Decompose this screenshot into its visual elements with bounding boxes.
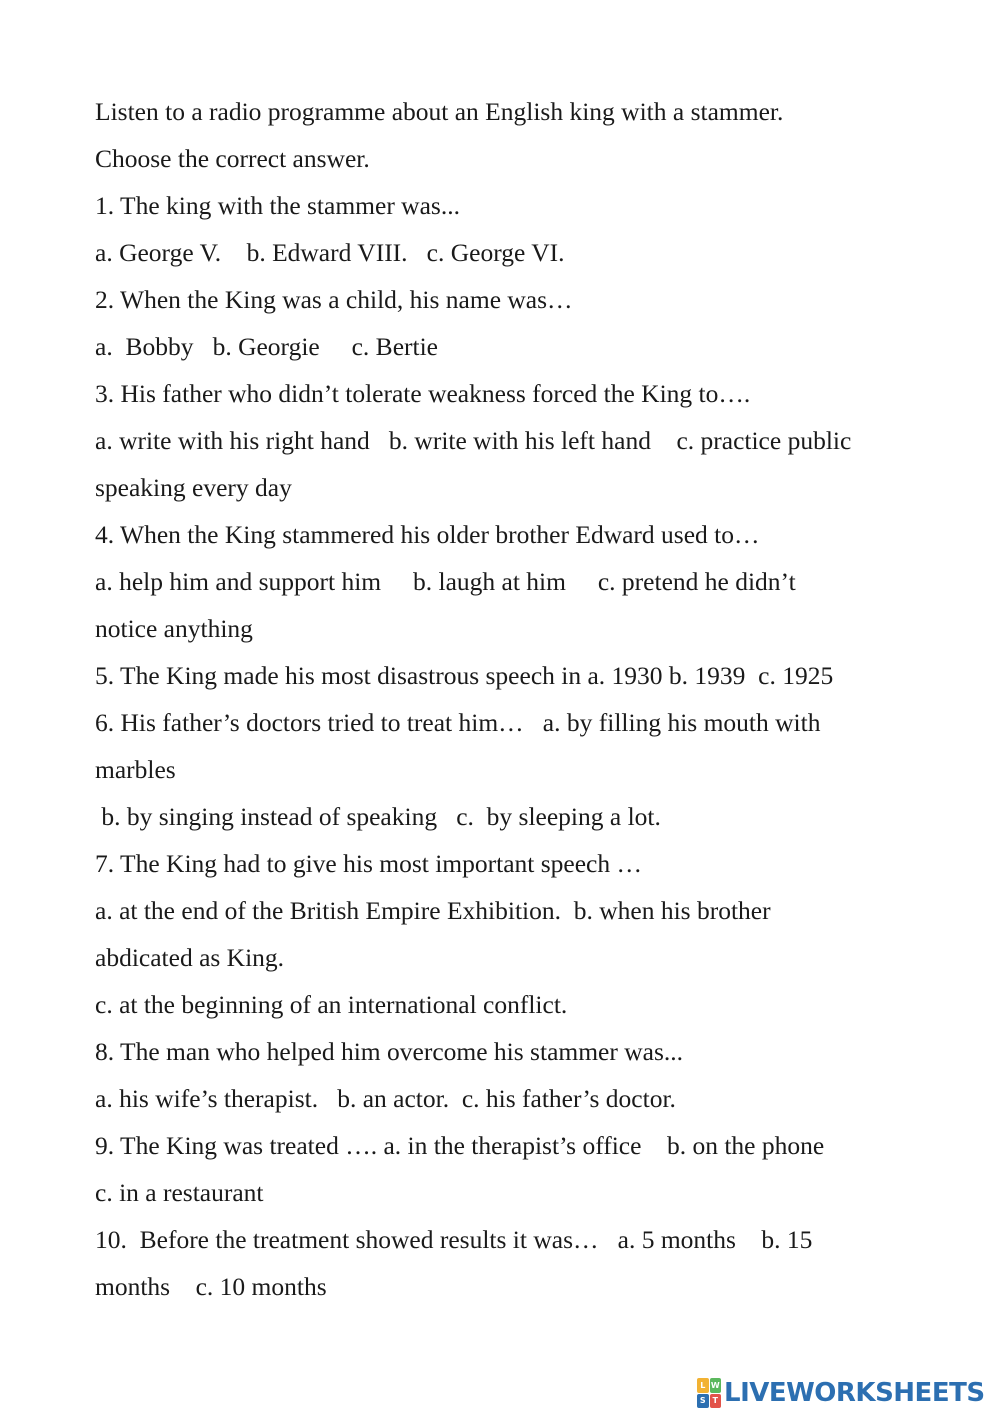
logo-tile: S [697,1394,709,1409]
question-8-options: a. his wife’s therapist. b. an actor. c. his father’s doctor. [95,1084,676,1113]
instruction-line: Choose the correct answer. [95,144,370,173]
question-10-cont: months c. 10 months [95,1272,327,1301]
liveworksheets-logo-icon [697,1378,721,1408]
question-1: 1. The king with the stammer was... [95,191,460,220]
question-1-options: a. George V. b. Edward VIII. c. George VI. [95,238,565,267]
question-3-options-cont: speaking every day [95,473,292,502]
question-3: 3. His father who didn’t tolerate weakness forced the King to…. [95,379,751,408]
liveworksheets-wordmark: LIVEWORKSHEETS [724,1378,985,1408]
question-6-options: b. by singing instead of speaking c. by sleeping a lot. [95,802,661,831]
question-2: 2. When the King was a child, his name was… [95,285,573,314]
question-8: 8. The man who helped him overcome his stammer was... [95,1037,684,1066]
logo-tile: W [710,1378,722,1393]
question-7-options: a. at the end of the British Empire Exhibition. b. when his brother [95,896,771,925]
question-7: 7. The King had to give his most important speech … [95,849,642,878]
logo-tile: L [697,1378,709,1393]
question-7-options-cont: abdicated as King. [95,943,285,972]
instruction-line: Listen to a radio programme about an English king with a stammer. [95,97,784,126]
question-7-option-c: c. at the beginning of an international conflict. [95,990,568,1019]
question-3-options: a. write with his right hand b. write with his left hand c. practice public [95,426,852,455]
question-4-options: a. help him and support him b. laugh at him c. pretend he didn’t [95,567,796,596]
question-4: 4. When the King stammered his older brother Edward used to… [95,520,760,549]
question-2-options: a. Bobby b. Georgie c. Bertie [95,332,438,361]
question-4-options-cont: notice anything [95,614,253,643]
question-6-cont: marbles [95,755,176,784]
logo-tile: T [710,1394,722,1409]
question-6: 6. His father’s doctors tried to treat him… a. by filling his mouth with [95,708,821,737]
question-5: 5. The King made his most disastrous speech in a. 1930 b. 1939 c. 1925 [95,661,834,690]
liveworksheets-watermark [697,1377,985,1409]
question-9-options-cont: c. in a restaurant [95,1178,264,1207]
question-10: 10. Before the treatment showed results it was… a. 5 months b. 15 [95,1225,813,1254]
question-9: 9. The King was treated …. a. in the therapist’s office b. on the phone [95,1131,825,1160]
